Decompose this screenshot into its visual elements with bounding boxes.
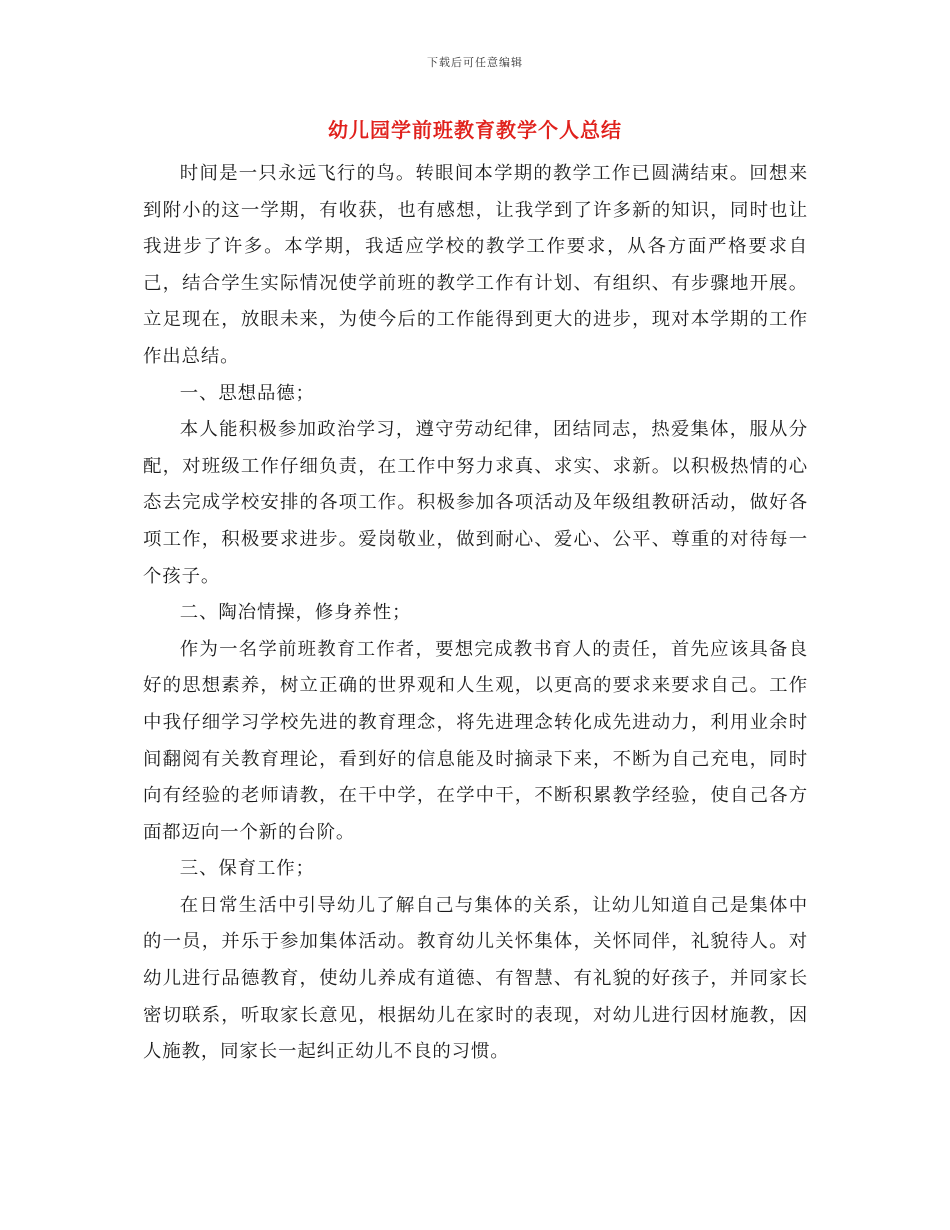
- paragraph-intro: 时间是一只永远飞行的鸟。转眼间本学期的教学工作已圆满结束。回想来到附小的这一学期，有收获，也有感想，让我学到了许多新的知识，同时也让我进步了许多。本学期，我适应学校的教学工作要求，从各方面严格要求自己，结合学生实际情况使学前班的教学工作有计划、有组织、有步骤地开展。立足现在，放眼未来，为使今后的工作能得到更大的进步，现对本学期的工作作出总结。: [143, 163, 808, 367]
- section-heading-1: 一、思想品德；: [179, 382, 315, 404]
- document-title: 幼儿园学前班教育教学个人总结: [328, 118, 622, 142]
- paragraph-section-2: 作为一名学前班教育工作者，要想完成教书育人的责任，首先应该具备良好的思想素养，树立正确的世界观和人生观，以更高的要求来要求自己。工作中我仔细学习学校先进的教育理念，将先进理念转化成先进动力，利用业余时间翻阅有关教育理论，看到好的信息能及时摘录下来，不断为自己充电，同时向有经验的老师请教，在干中学，在学中干，不断积累教学经验，使自己各方面都迈向一个新的台阶。: [143, 638, 808, 843]
- header-note: 下载后可任意编辑: [427, 56, 523, 69]
- paragraph-section-3: 在日常生活中引导幼儿了解自己与集体的关系，让幼儿知道自己是集体中的一员，并乐于参加集体活动。教育幼儿关怀集体，关怀同伴，礼貌待人。对幼儿进行品德教育，使幼儿养成有道德、有智慧、有礼貌的好孩子，并同家长密切联系，听取家长意见，根据幼儿在家时的表现，对幼儿进行因材施教，因人施教，同家长一起纠正幼儿不良的习惯。: [143, 894, 808, 1063]
- section-heading-2: 二、陶冶情操，修身养性；: [179, 602, 412, 624]
- paragraph-section-1: 本人能积极参加政治学习，遵守劳动纪律，团结同志，热爱集体，服从分配，对班级工作仔细负责，在工作中努力求真、求实、求新。以积极热情的心态去完成学校安排的各项工作。积极参加各项活动及年级组教研活动，做好各项工作，积极要求进步。爱岗敬业，做到耐心、爱心、公平、尊重的对待每一个孩子。: [143, 419, 808, 587]
- section-heading-3: 三、保育工作；: [179, 858, 315, 880]
- document-body: [143, 156, 808, 1071]
